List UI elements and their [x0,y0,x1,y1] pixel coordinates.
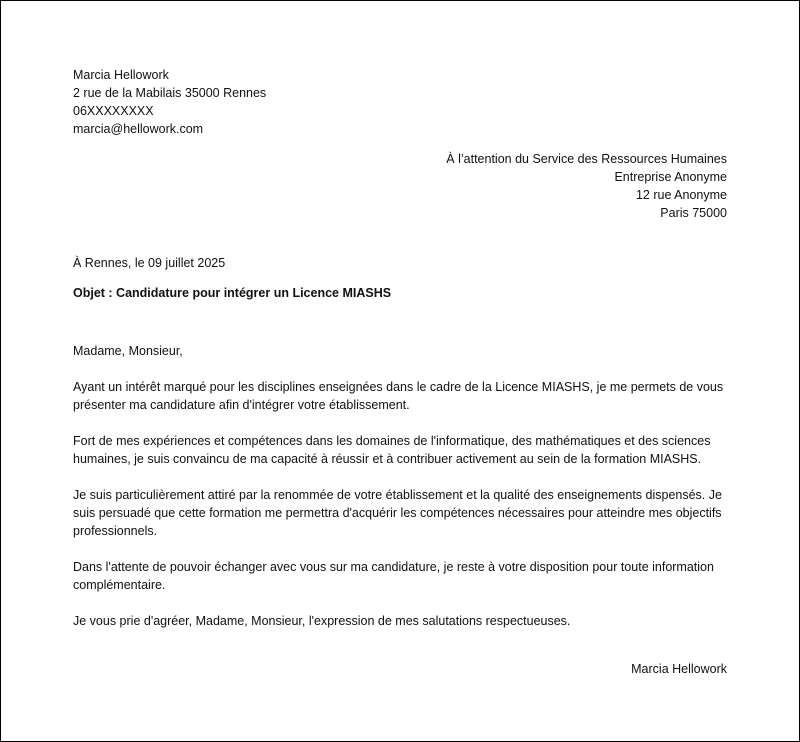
recipient-attention: À l’attention du Service des Ressources Humaines [446,152,727,166]
recipient-company: Entreprise Anonyme [614,170,727,184]
body-paragraph: Je suis particulièrement attiré par la renommée de votre établissement et la qualité des enseignements dispensés. Je suis persuadé que cette formation me permettra d'acquérir les compétences nécessaires pour atteindre mes objectifs professionnels. [73,488,722,538]
subject-line: Objet : Candidature pour intégrer un Licence MIASHS [73,286,392,300]
sender-block [73,66,266,138]
recipient-city: Paris 75000 [660,206,727,220]
date-line: À Rennes, le 09 juillet 2025 [73,256,226,270]
body-paragraph: Dans l'attente de pouvoir échanger avec vous sur ma candidature, je reste à votre disposition pour toute information complémentaire. [73,560,714,592]
closing-paragraph: Je vous prie d'agréer, Madame, Monsieur, l'expression de mes salutations respectueuses. [73,614,571,628]
sender-name: Marcia Hellowork [73,68,169,82]
sender-phone: 06XXXXXXXX [73,104,154,118]
sender-email: marcia@hellowork.com [73,122,204,136]
body-paragraph: Ayant un intérêt marqué pour les disciplines enseignées dans le cadre de la Licence MIASHS, je me permets de vous présenter ma candidature afin d'intégrer votre établissement. [73,380,724,412]
letter-body [73,342,733,630]
body-paragraph: Fort de mes expériences et compétences dans les domaines de l'informatique, des mathématiques et des sciences humaines, je suis convaincu de ma capacité à réussir et à contribuer activement au sein de la formation MIASHS. [73,434,711,466]
salutation: Madame, Monsieur, [73,344,183,358]
sender-address: 2 rue de la Mabilais 35000 Rennes [73,86,267,100]
recipient-street: 12 rue Anonyme [635,188,727,202]
recipient-block [446,150,727,222]
signature: Marcia Hellowork [631,662,727,676]
